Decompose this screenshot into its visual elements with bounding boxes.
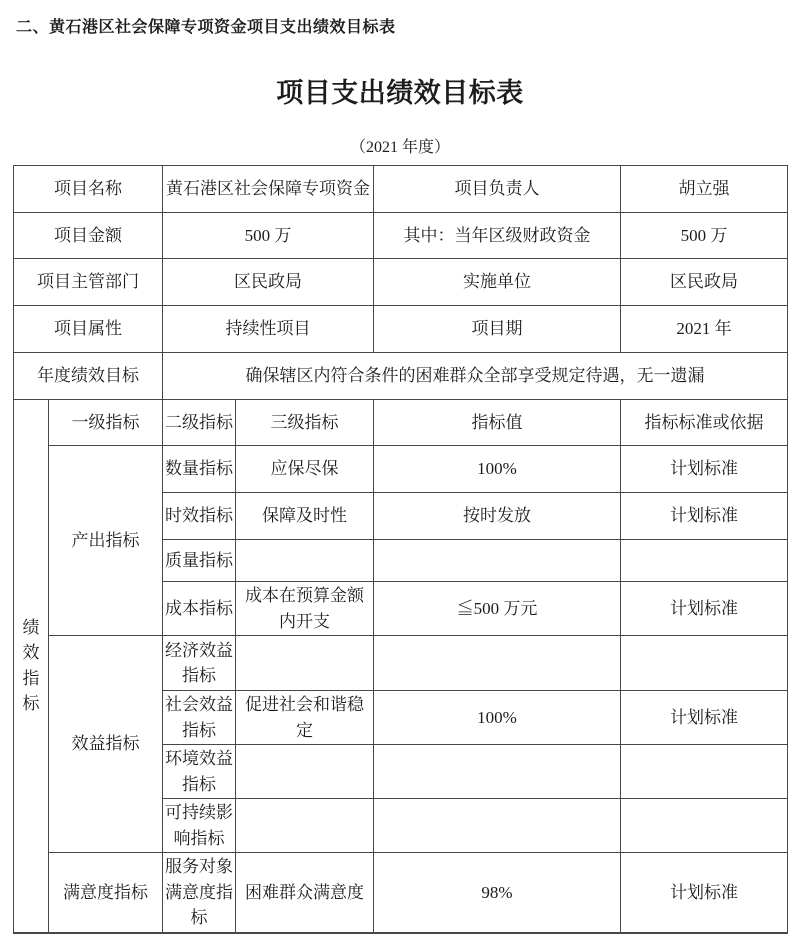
value-cell: 100%: [374, 691, 621, 745]
info-label-cell: 其中：当年区级财政资金: [374, 213, 621, 259]
level2-cell: 环境效益指标: [163, 745, 236, 799]
level1-group-cell: 产出指标: [49, 446, 163, 636]
info-value-cell: 区民政局: [163, 259, 374, 306]
value-cell: [374, 745, 621, 799]
level3-cell: [236, 636, 374, 691]
indicator-row: [14, 446, 788, 493]
info-label-cell: 项目属性: [14, 306, 163, 353]
standard-cell: [621, 745, 788, 799]
info-row: [14, 306, 788, 353]
info-value-cell: 500 万: [163, 213, 374, 259]
standard-cell: 计划标准: [621, 582, 788, 636]
info-row: [14, 166, 788, 213]
info-label-cell: 项目负责人: [374, 166, 621, 213]
level2-cell: 质量指标: [163, 540, 236, 582]
annual-goal-row: [14, 353, 788, 400]
level3-cell: 保障及时性: [236, 493, 374, 540]
standard-cell: 计划标准: [621, 853, 788, 933]
info-label-cell: 项目期: [374, 306, 621, 353]
info-value-cell: 区民政局: [621, 259, 788, 306]
standard-cell: 计划标准: [621, 691, 788, 745]
table-year-subtitle: （2021 年度）: [349, 139, 450, 156]
performance-side-label-cell: 绩效指标: [14, 400, 49, 933]
level3-cell: [236, 799, 374, 853]
info-value-cell: 500 万: [621, 213, 788, 259]
indicator-row: [14, 636, 788, 691]
level3-cell: 应保尽保: [236, 446, 374, 493]
value-cell: [374, 799, 621, 853]
value-cell: 100%: [374, 446, 621, 493]
doc-section-heading: 二、黄石港区社会保障专项资金项目支出绩效目标表: [16, 19, 396, 36]
level1-group-cell: 效益指标: [49, 636, 163, 853]
standard-cell: [621, 799, 788, 853]
level3-cell: [236, 540, 374, 582]
standard-cell: [621, 540, 788, 582]
value-cell: [374, 540, 621, 582]
level3-cell: 促进社会和谐稳定: [236, 691, 374, 745]
info-label-cell: 实施单位: [374, 259, 621, 306]
level3-cell: 成本在预算金额内开支: [236, 582, 374, 636]
level2-cell: 数量指标: [163, 446, 236, 493]
level2-cell: 时效指标: [163, 493, 236, 540]
info-row: [14, 213, 788, 259]
indicator-row: [14, 853, 788, 933]
info-value-cell: 黄石港区社会保障专项资金: [163, 166, 374, 213]
value-cell: 按时发放: [374, 493, 621, 540]
indicator-header-row: [14, 400, 788, 446]
indicator-header-cell: 一级指标: [49, 400, 163, 446]
info-label-cell: 项目名称: [14, 166, 163, 213]
level2-cell: 服务对象满意度指标: [163, 853, 236, 933]
level1-group-cell: 满意度指标: [49, 853, 163, 933]
info-value-cell: 2021 年: [621, 306, 788, 353]
info-label-cell: 项目主管部门: [14, 259, 163, 306]
level3-cell: 困难群众满意度: [236, 853, 374, 933]
annual-goal-label-cell: 年度绩效目标: [14, 353, 163, 400]
level2-cell: 成本指标: [163, 582, 236, 636]
indicator-header-cell: 指标值: [374, 400, 621, 446]
standard-cell: [621, 636, 788, 691]
indicator-header-cell: 二级指标: [163, 400, 236, 446]
level2-cell: 经济效益指标: [163, 636, 236, 691]
level3-cell: [236, 745, 374, 799]
level2-cell: 可持续影响指标: [163, 799, 236, 853]
standard-cell: 计划标准: [621, 446, 788, 493]
standard-cell: 计划标准: [621, 493, 788, 540]
info-label-cell: 项目金额: [14, 213, 163, 259]
value-cell: 98%: [374, 853, 621, 933]
info-value-cell: 胡立强: [621, 166, 788, 213]
info-row: [14, 259, 788, 306]
info-value-cell: 持续性项目: [163, 306, 374, 353]
value-cell: [374, 636, 621, 691]
indicator-header-cell: 指标标准或依据: [621, 400, 788, 446]
table-title: 项目支出绩效目标表: [276, 78, 524, 108]
level2-cell: 社会效益指标: [163, 691, 236, 745]
annual-goal-value-cell: 确保辖区内符合条件的困难群众全部享受规定待遇，无一遗漏: [163, 353, 788, 400]
value-cell: ≦500 万元: [374, 582, 621, 636]
indicator-header-cell: 三级指标: [236, 400, 374, 446]
performance-target-table: [13, 165, 788, 934]
